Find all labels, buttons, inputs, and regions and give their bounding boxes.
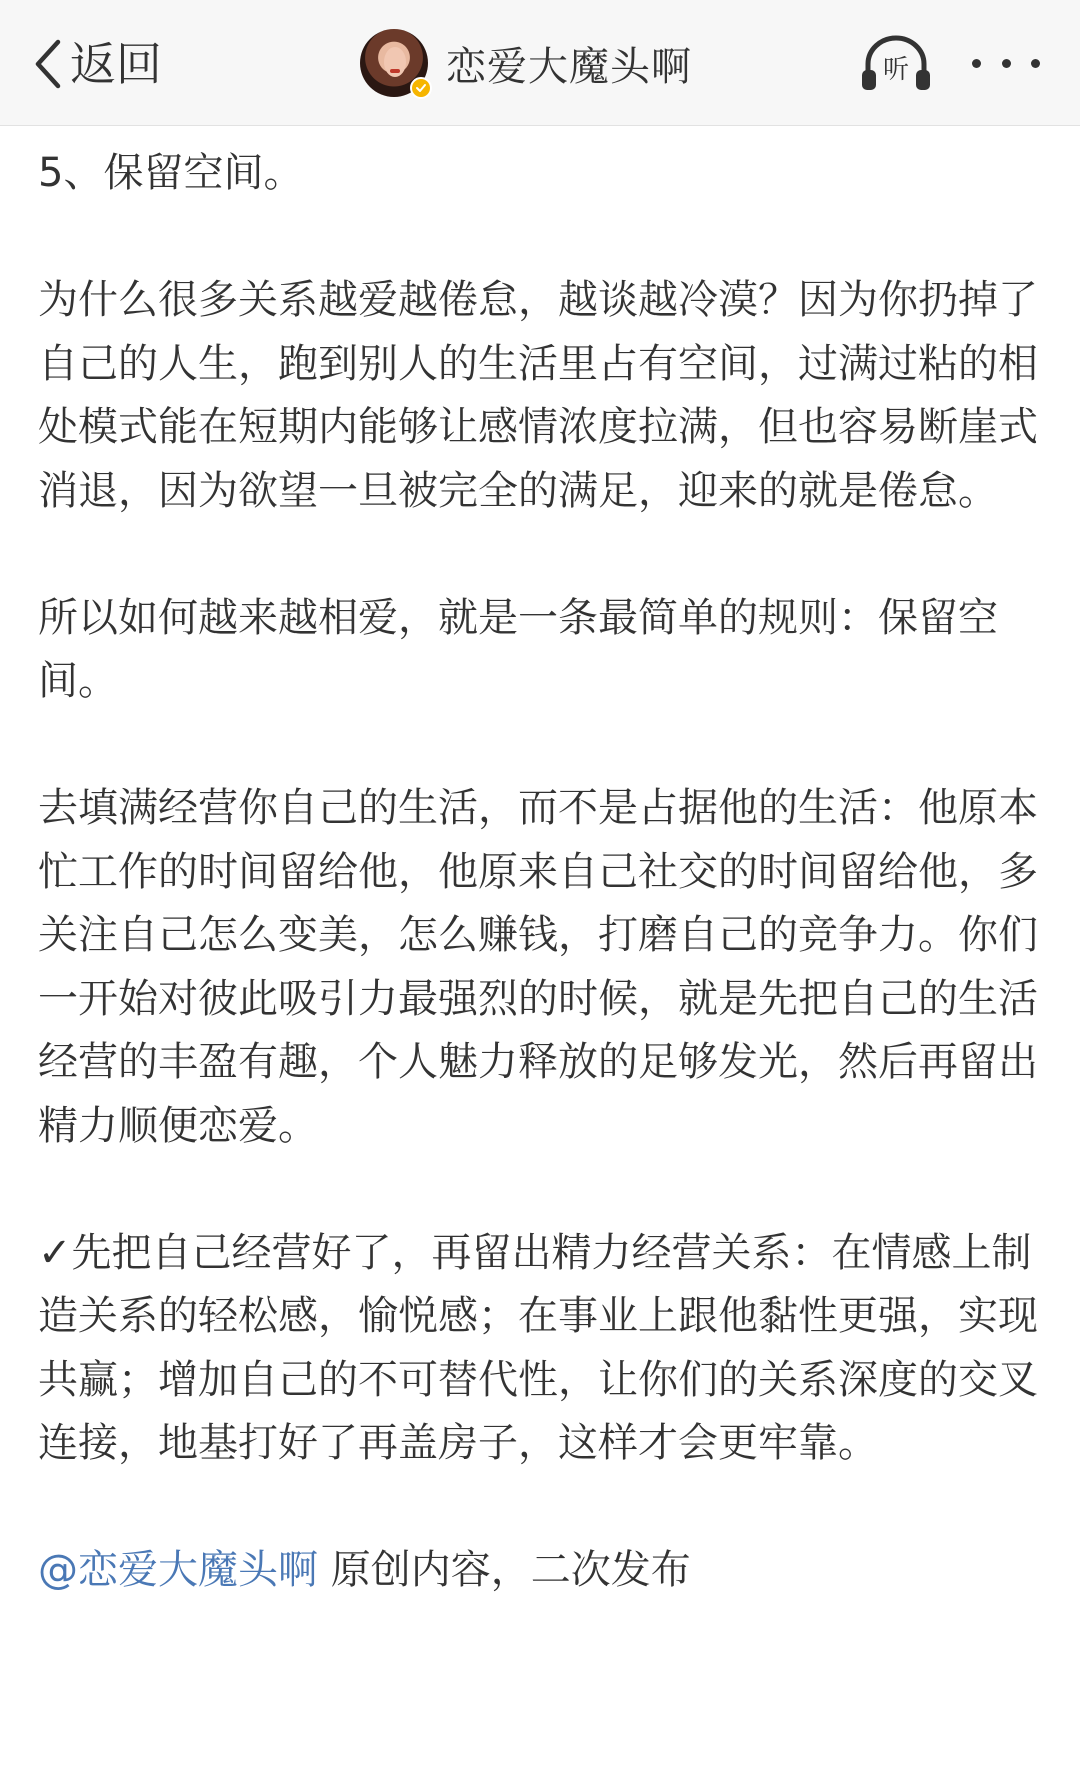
post-paragraph: 为什么很多关系越爱越倦怠，越谈越冷漠？因为你扔掉了自己的人生，跑到别人的生活里占有空间，过满过粘的相处模式能在短期内能够让感情浓度拉满，但也容易断崖式消退，因为欲望一旦被完全的满足，迎来的就是倦怠。 — [38, 277, 1038, 514]
more-dot — [972, 59, 981, 68]
headphones-icon — [858, 34, 934, 94]
attribution-line — [38, 1539, 1044, 1603]
post-paragraph: 所以如何越来越相爱，就是一条最简单的规则：保留空间。 — [38, 594, 998, 704]
post-body — [38, 142, 1044, 1603]
back-button[interactable] — [30, 36, 162, 92]
page-title: 恋爱大魔头啊 — [446, 43, 692, 90]
attribution-note: 原创内容，二次发布 — [318, 1547, 691, 1593]
verified-badge-icon — [410, 77, 432, 99]
post-paragraph: 5、保留空间。 — [38, 150, 304, 196]
more-dot — [1002, 59, 1011, 68]
author-mention-link[interactable]: @恋爱大魔头啊 — [38, 1547, 318, 1593]
avatar-lips — [390, 69, 400, 73]
top-nav-bar — [0, 0, 1080, 126]
avatar[interactable] — [360, 29, 428, 97]
post-paragraph: 去填满经营你自己的生活，而不是占据他的生活：他原本忙工作的时间留给他，他原来自己社交的时间留给他，多关注自己怎么变美，怎么赚钱，打磨自己的竞争力。你们一开始对彼此吸引力最强烈的时候，就是先把自己的生活经营的丰盈有趣，个人魅力释放的足够发光，然后再留出精力顺便恋爱。 — [38, 785, 1038, 1149]
listen-label: 听 — [882, 55, 910, 85]
listen-button[interactable] — [858, 34, 934, 94]
more-button[interactable] — [972, 48, 1040, 78]
post-paragraph: ✓先把自己经营好了，再留出精力经营关系：在情感上制造关系的轻松感，愉悦感；在事业上跟他黏性更强，实现共赢；增加自己的不可替代性，让你们的关系深度的交叉连接，地基打好了再盖房子，这样才会更牢靠。 — [38, 1229, 1038, 1466]
profile-header[interactable] — [360, 28, 692, 98]
more-dot — [1031, 59, 1040, 68]
chevron-left-icon — [30, 36, 64, 92]
back-label: 返回 — [70, 37, 162, 91]
